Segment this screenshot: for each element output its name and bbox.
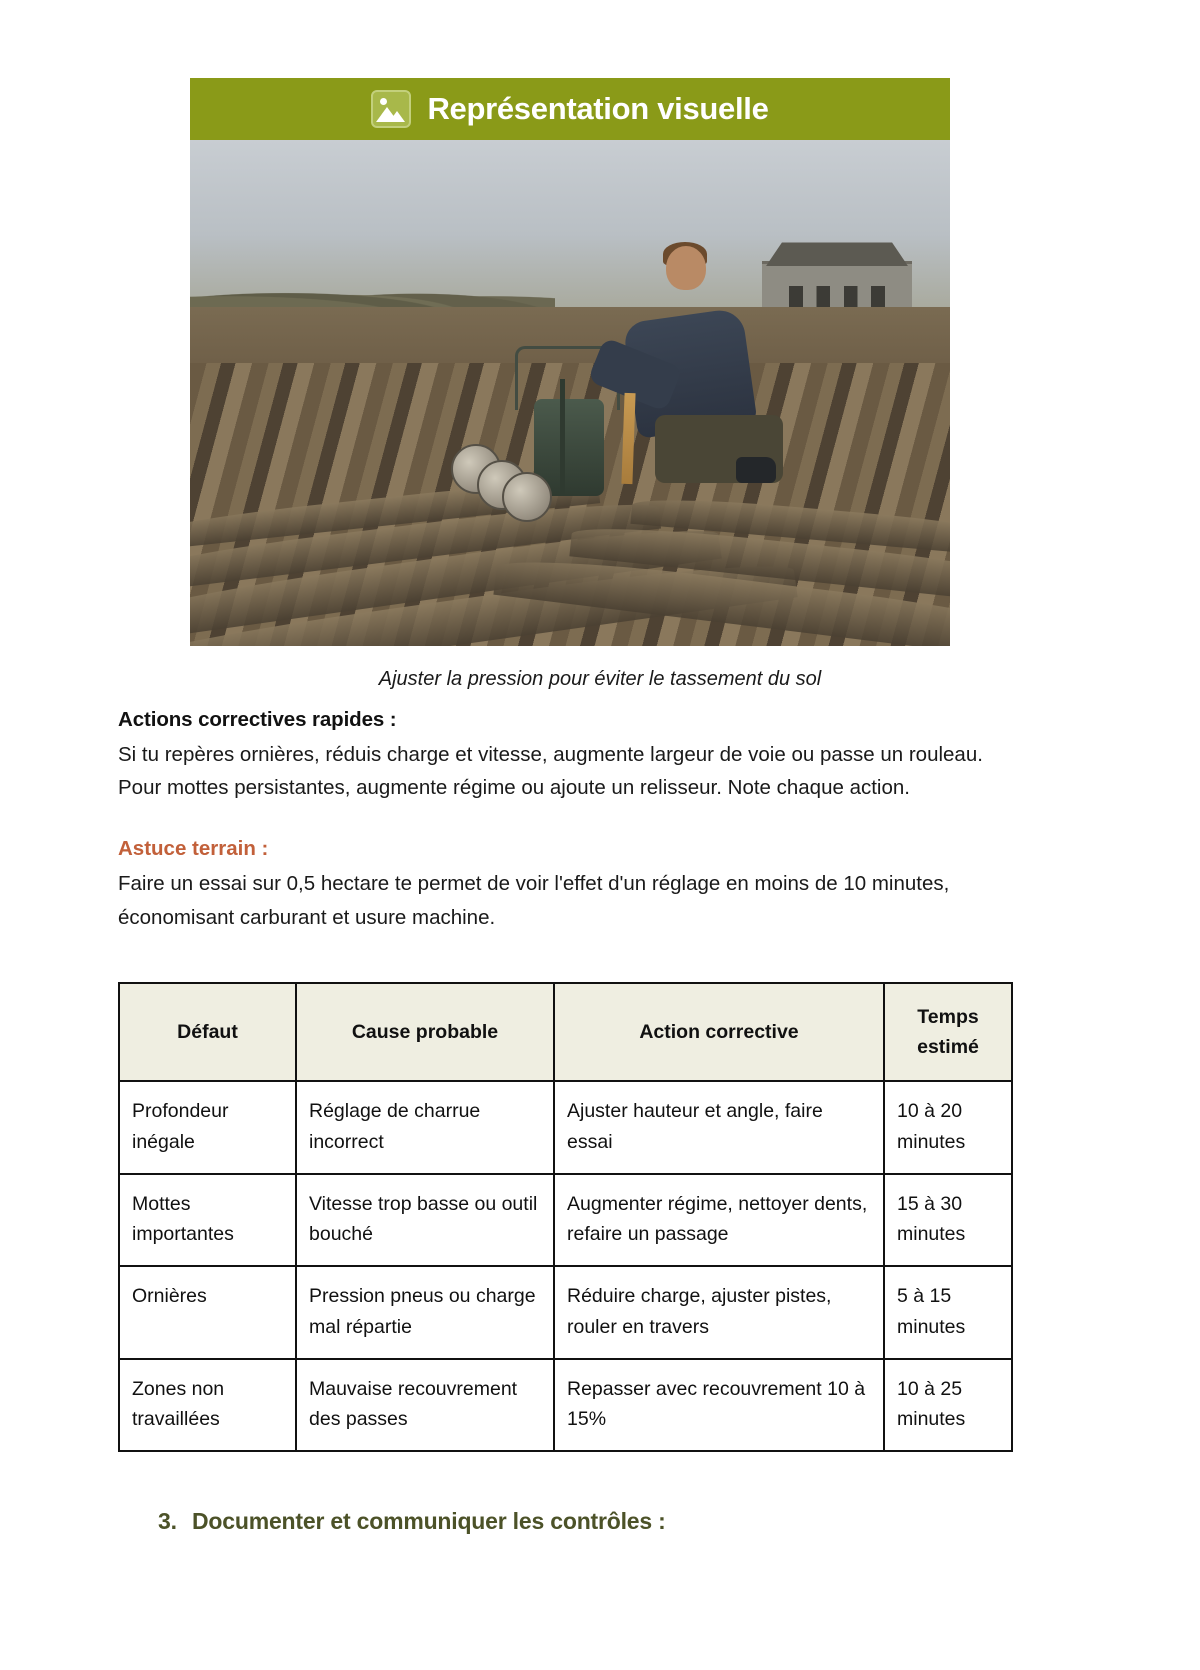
table-row [119, 1359, 1012, 1451]
table-row [119, 1266, 1012, 1358]
cell-cause: Vitesse trop basse ou outil bouché [296, 1174, 554, 1266]
next-section-heading [158, 1508, 1058, 1535]
photo-caption: Ajuster la pression pour éviter le tassement du sol [378, 668, 822, 690]
actions-paragraph: Si tu repères ornières, réduis charge et vitesse, augmente largeur de voie ou passe un rouleau. Pour mottes persistantes, augmente régime ou ajoute un relisseur. Note chaque action. [118, 743, 983, 800]
defects-table [118, 982, 1013, 1452]
defects-table-wrapper [118, 982, 1011, 1452]
field-photo [190, 140, 950, 646]
section-title: Documenter et communiquer les contrôles : [192, 1508, 666, 1534]
column-header-cause: Cause probable [296, 983, 554, 1081]
visual-card-title: Représentation visuelle [427, 91, 769, 126]
cell-cause: Réglage de charrue incorrect [296, 1081, 554, 1173]
actions-heading: Actions correctives rapides : [118, 708, 397, 731]
farmer-figure [608, 246, 790, 509]
cell-action: Repasser avec recouvrement 10 à 15% [554, 1359, 884, 1451]
image-icon [371, 90, 411, 128]
cell-action: Réduire charge, ajuster pistes, rouler en travers [554, 1266, 884, 1358]
visual-representation-card [190, 78, 950, 646]
tip-heading: Astuce terrain : [118, 837, 269, 861]
cell-temps: 5 à 15 minutes [884, 1266, 1012, 1358]
cell-action: Augmenter régime, nettoyer dents, refaire un passage [554, 1174, 884, 1266]
cell-temps: 10 à 20 minutes [884, 1081, 1012, 1173]
column-header-action: Action corrective [554, 983, 884, 1081]
cell-defaut: Profondeur inégale [119, 1081, 296, 1173]
visual-card-header [190, 78, 950, 140]
cell-defaut: Zones non travaillées [119, 1359, 296, 1451]
body-content [118, 708, 1018, 934]
cell-temps: 15 à 30 minutes [884, 1174, 1012, 1266]
table-row [119, 1081, 1012, 1173]
cell-cause: Pression pneus ou charge mal répartie [296, 1266, 554, 1358]
column-header-temps: Temps estimé [884, 983, 1012, 1081]
column-header-defaut: Défaut [119, 983, 296, 1081]
cell-cause: Mauvaise recouvrement des passes [296, 1359, 554, 1451]
cell-action: Ajuster hauteur et angle, faire essai [554, 1081, 884, 1173]
section-number: 3. [158, 1508, 177, 1534]
tip-paragraph: Faire un essai sur 0,5 hectare te permet de voir l'effet d'un réglage en moins de 10 minutes, économisant carburant et usure machine. [118, 872, 950, 929]
cell-defaut: Ornières [119, 1266, 296, 1358]
table-header-row [119, 983, 1012, 1081]
cell-defaut: Mottes importantes [119, 1174, 296, 1266]
table-row [119, 1174, 1012, 1266]
cell-temps: 10 à 25 minutes [884, 1359, 1012, 1451]
